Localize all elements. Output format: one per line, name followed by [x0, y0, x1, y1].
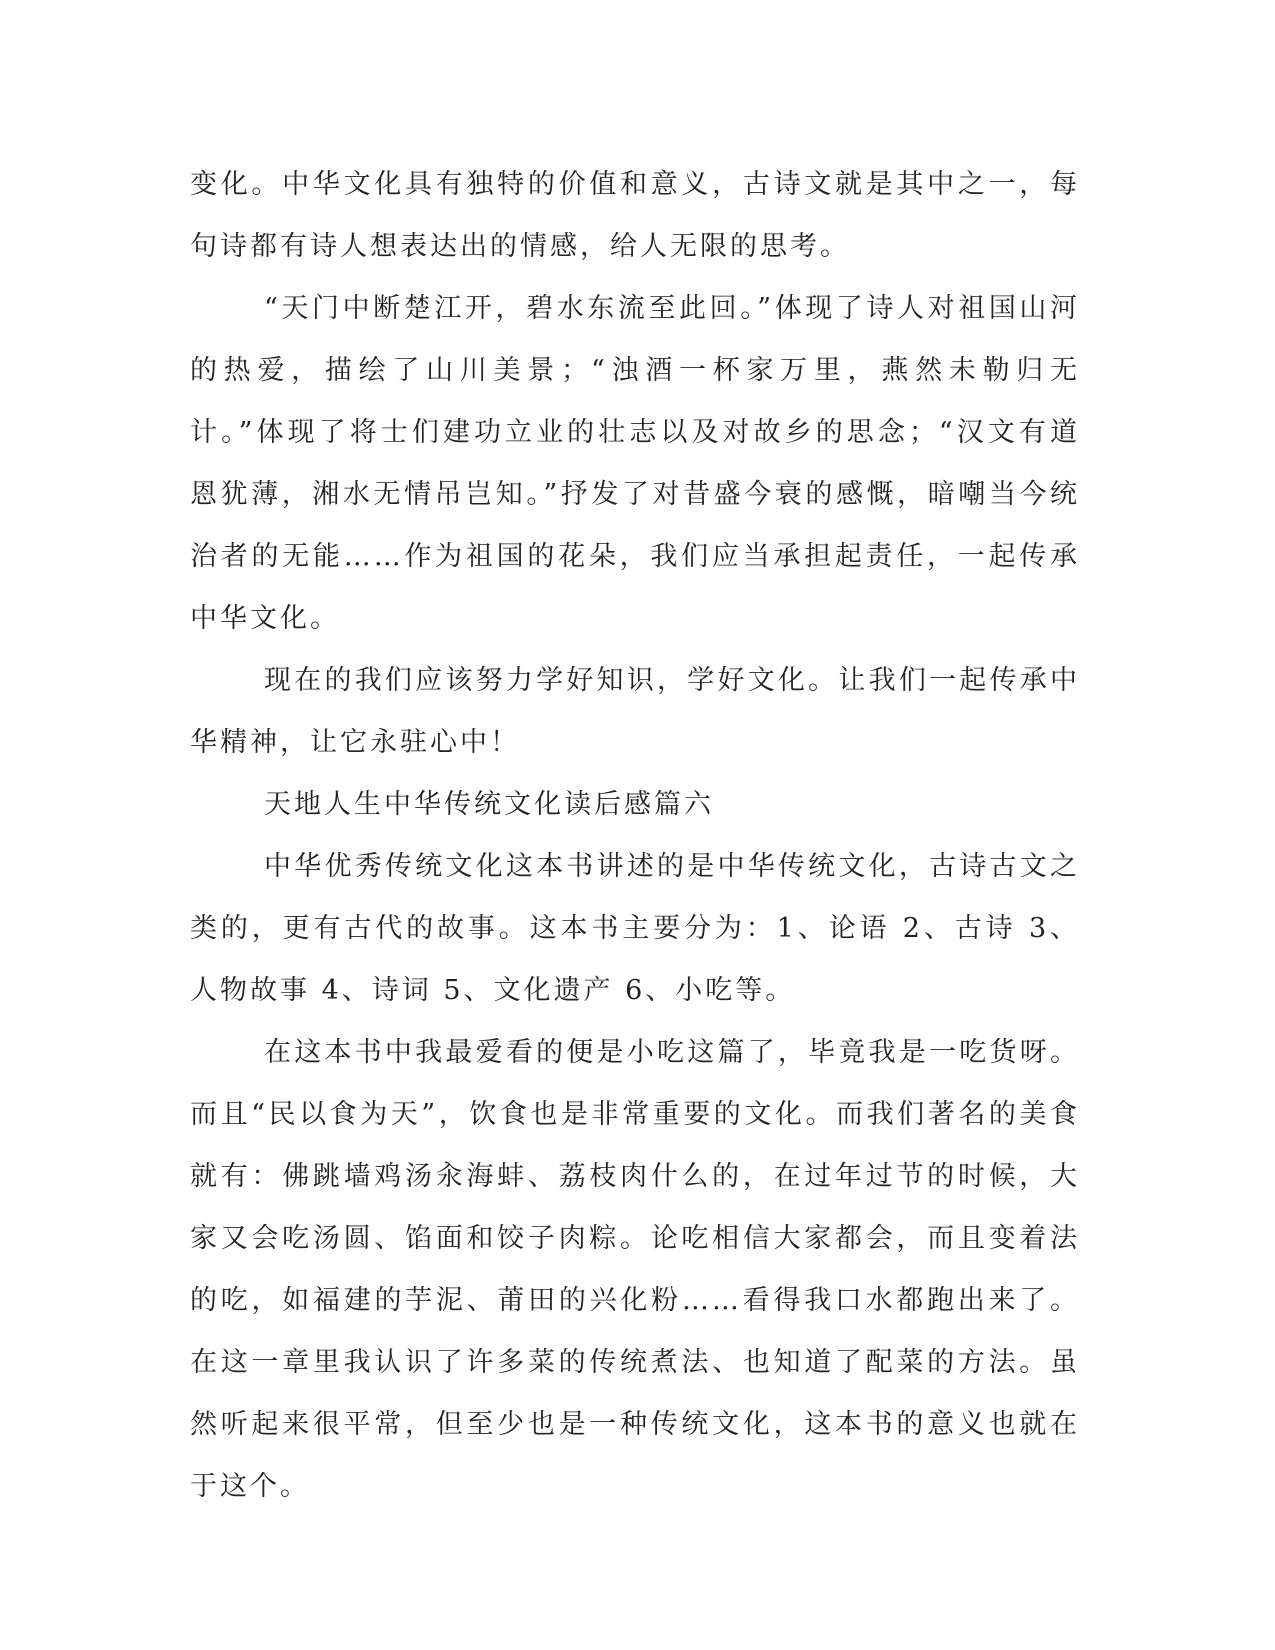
paragraph-snacks: 在这本书中我最爱看的便是小吃这篇了，毕竟我是一吃货呀。而且“民以食为天”，饮食也是非常重要的文化。而我们著名的美食就有：佛跳墙鸡汤汆海蚌、荔枝肉什么的，在过年过节的时候，大家又会吃汤圆、馅面和饺子肉粽。论吃相信大家都会，而且变着法的吃，如福建的芋泥、莆田的兴化粉……看得我口水都跑出来了。在这一章里我认识了许多菜的传统煮法、也知道了配菜的方法。虽然听起来很平常，但至少也是一种传统文化，这本书的意义也就在于这个。 [190, 1037, 1080, 1502]
document-body [190, 154, 1080, 1518]
paragraph-book-overview: 中华优秀传统文化这本书讲述的是中华传统文化，古诗古文之类的，更有古代的故事。这本书主要分为：1、论语 2、古诗 3、人物故事 4、诗词 5、文化遗产 6、小吃等。 [190, 851, 1080, 1006]
paragraph-continuation: 变化。中华文化具有独特的价值和意义，古诗文就是其中之一，每句诗都有诗人想表达出的情感，给人无限的思考。 [190, 169, 1080, 262]
section-heading: 天地人生中华传统文化读后感篇六 [264, 789, 714, 820]
paragraph-poem-quotes: “天门中断楚江开，碧水东流至此回。”体现了诗人对祖国山河的热爱，描绘了山川美景；“浊酒一杯家万里，燕然未勒归无计。”体现了将士们建功立业的壮志以及对故乡的思念；“汉文有道恩犹薄，湘水无情吊岂知。”抒发了对昔盛今衰的感慨，暗嘲当今统治者的无能……作为祖国的花朵，我们应当承担起责任，一起传承中华文化。 [190, 293, 1080, 634]
paragraph-conclusion: 现在的我们应该努力学好知识，学好文化。让我们一起传承中华精神，让它永驻心中！ [190, 665, 1080, 758]
